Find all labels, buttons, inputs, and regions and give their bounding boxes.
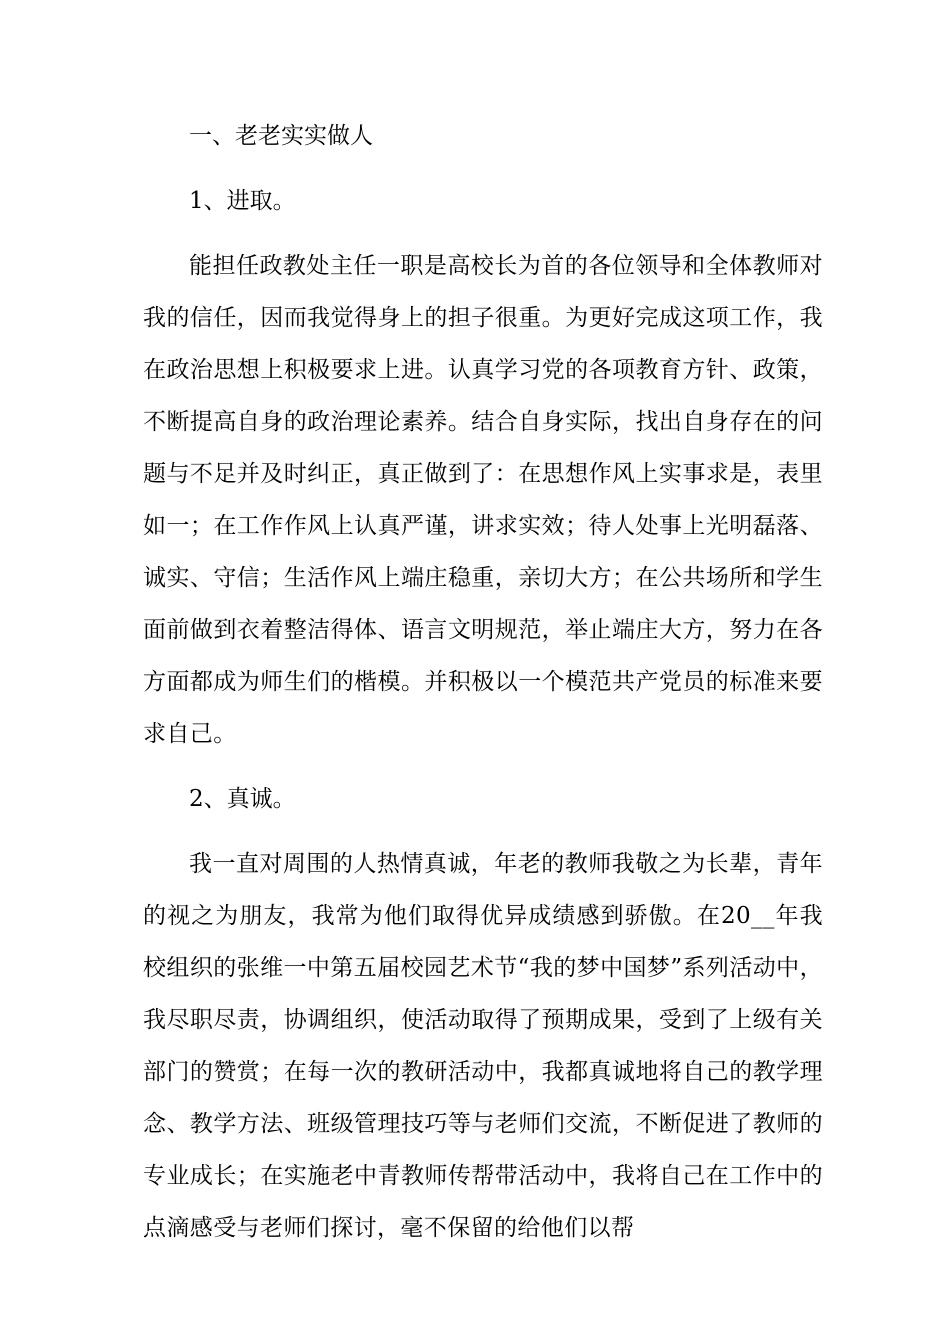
item-1-title: 1、进取。: [189, 188, 296, 214]
section-title: 一、老老实实做人: [189, 123, 373, 149]
spacer: [143, 760, 823, 773]
item-2-paragraph: 我一直对周围的人热情真诚，年老的教师我敬之为长辈，青年的视之为朋友，我常为他们取得优异成绩感到骄傲。在20__年我校组织的张维一中第五届校园艺术节“我的梦中国梦”系列活动中，我尽职尽责，协调组织，使活动取得了预期成果，受到了上级有关部门的赞赏；在每一次的教研活动中，我都真诚地将自己的教学理念、教学方法、班级管理技巧等与老师们交流，不断促进了教师的专业成长；在实施老中青教师传帮带活动中，我将自己在工作中的点滴感受与老师们探讨，毫不保留的给他们以帮: [143, 851, 823, 1241]
spacer: [143, 825, 823, 838]
item-1-paragraph: 能担任政教处主任一职是高校长为首的各位领导和全体教师对我的信任，因而我觉得身上的担子很重。为更好完成这项工作，我在政治思想上积极要求上进。认真学习党的各项教育方针、政策，不断提高自身的政治理论素养。结合自身实际，找出自身存在的问题与不足并及时纠正，真正做到了：在思想作风上实事求是，表里如一；在工作作风上认真严谨，讲求实效；待人处事上光明磊落、诚实、守信；生活作风上端庄稳重，亲切大方；在公共场所和学生面前做到衣着整洁得体、语言文明规范，举止端庄大方，努力在各方面都成为师生们的楷模。并积极以一个模范共产党员的标准来要求自己。: [143, 253, 823, 747]
spacer: [143, 162, 823, 175]
spacer: [143, 227, 823, 240]
item-2-title: 2、真诚。: [189, 786, 296, 812]
document-body: [143, 110, 823, 1254]
